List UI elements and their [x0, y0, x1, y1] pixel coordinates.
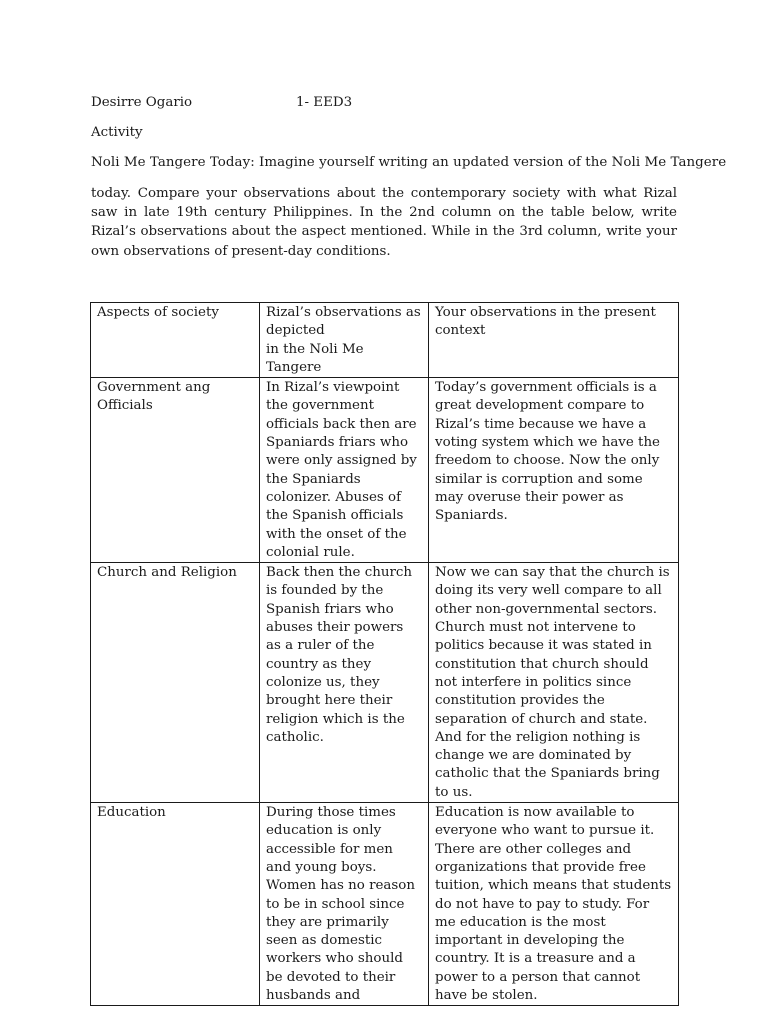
present-cell — [429, 563, 679, 803]
present-cell — [429, 378, 679, 563]
rizal-cell — [260, 803, 429, 1006]
aspect-cell — [91, 803, 260, 1006]
aspect-cell — [91, 378, 260, 563]
header-cell-rizal — [260, 303, 429, 378]
table-row — [91, 378, 679, 563]
header-aspect-label: Aspects of society — [97, 305, 219, 320]
header-present-label: Your observations in the present context — [435, 305, 656, 339]
table-row — [91, 803, 679, 1006]
header-cell-aspect — [91, 303, 260, 378]
present-cell — [429, 803, 679, 1006]
author-name: Desirre Ogario — [91, 95, 193, 110]
rizal-observation-government: In Rizal’s viewpoint the government officials back then are Spaniards friars who were only assigned by the Spaniards colonizer. Abuses of the Spanish officials with the onset of the colonial rule. — [266, 380, 417, 560]
instructions-intro: Noli Me Tangere Today: Imagine yourself writing an updated version of the Noli Me Tangere — [91, 155, 727, 170]
instructions-body: today. Compare your observations about the contemporary society with what Rizal saw in late 19th century Philippines. In the 2nd column on the table below, write Rizal’s observations about the aspect mentioned. While in the 3rd column, write your own observations of present-day conditions. — [91, 186, 677, 259]
aspect-church: Church and Religion — [97, 565, 237, 581]
activity-label: Activity — [91, 125, 143, 140]
observations-table — [90, 302, 679, 1006]
course-code: 1- EED3 — [296, 95, 353, 110]
aspect-government: Government ang Officials — [97, 380, 211, 414]
present-observation-church: Now we can say that the church is doing its very well compare to all other non-governmental sectors. Church must not intervene to politics because it was stated in constitution that church should not interfere in politics since constitution provides the separation of church and state. And for the religion nothing is change we are dominated by catholic that the Spaniards bring to us. — [435, 565, 670, 800]
table-row — [91, 563, 679, 803]
present-observation-government: Today’s government officials is a great development compare to Rizal’s time because we have a voting system which we have the freedom to choose. Now the only similar is corruption and some may overuse their power as Spaniards. — [435, 380, 660, 524]
aspect-cell — [91, 563, 260, 803]
rizal-cell — [260, 378, 429, 563]
aspect-education: Education — [97, 805, 166, 821]
present-observation-education: Education is now available to everyone who want to pursue it. There are other colleges and organizations that provide free tuition, which means that students do not have to pay to study. For me education is the most important in developing the country. It is a treasure and a power to a person that cannot have be stolen. — [435, 805, 672, 1003]
header-cell-present — [429, 303, 679, 378]
rizal-observation-church: Back then the church is founded by the Spanish friars who abuses their powers as a ruler of the country as they colonize us, they brought here their religion which is the catholic. — [266, 565, 412, 745]
rizal-observation-education: During those times education is only accessible for men and young boys. Women has no reason to be in school since they are primarily seen as domestic workers who should be devoted to their husbands and — [266, 805, 415, 1003]
table-header-row — [91, 303, 679, 378]
rizal-cell — [260, 563, 429, 803]
header-rizal-label: Rizal’s observations as depicted in the Noli Me Tangere — [266, 305, 421, 375]
